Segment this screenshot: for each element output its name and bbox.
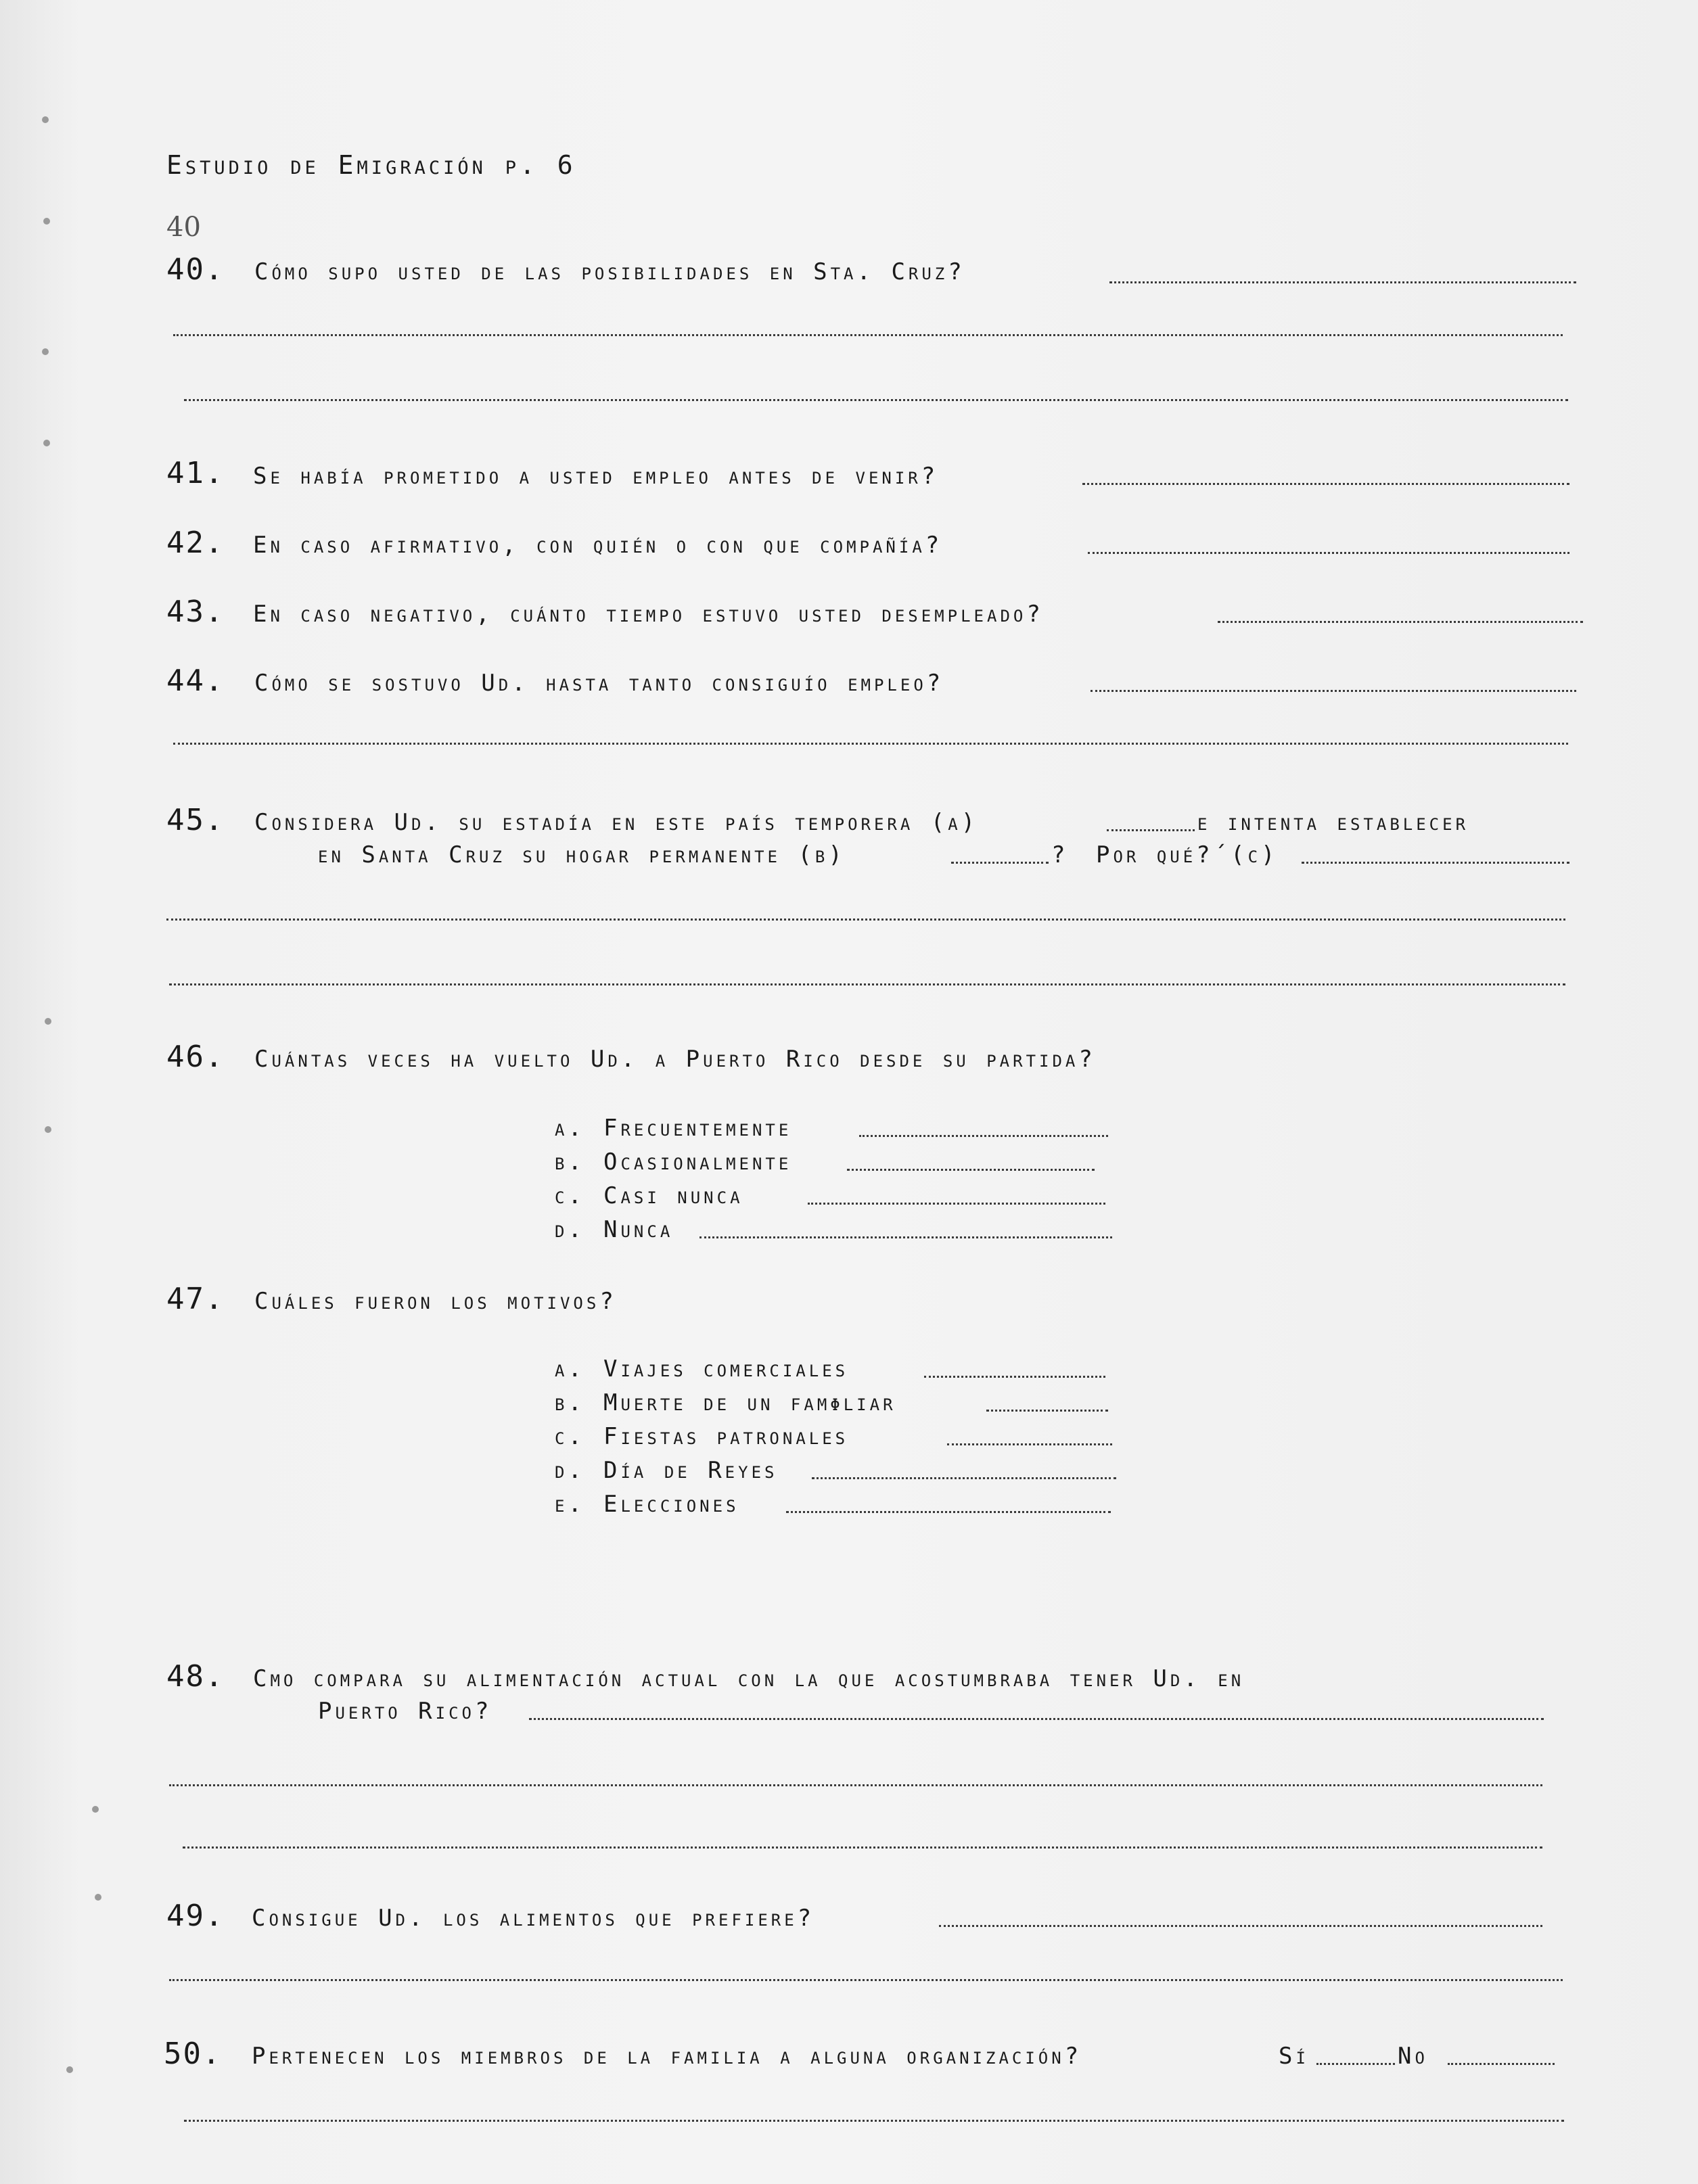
question-text: Pertenecen los miembros de la familia a alguna organización? <box>252 2043 1082 2070</box>
answer-line[interactable] <box>939 1925 1542 1927</box>
answer-line[interactable] <box>173 334 1563 336</box>
option-letter: d. <box>555 1216 585 1243</box>
option-answer-line[interactable] <box>808 1203 1105 1205</box>
handwritten-note: 40 <box>166 212 201 243</box>
answer-line[interactable] <box>529 1718 1544 1720</box>
option-label: Elecciones <box>603 1491 739 1518</box>
answer-line[interactable] <box>1218 621 1583 623</box>
answer-line[interactable] <box>1088 552 1569 554</box>
option-label: Frecuentemente <box>603 1115 792 1142</box>
option-letter: a. <box>555 1355 585 1383</box>
question-number: 46. <box>166 1040 225 1074</box>
answer-line[interactable] <box>1091 690 1576 692</box>
binder-hole <box>42 116 49 123</box>
answer-line-c[interactable] <box>1302 862 1569 864</box>
option-label: Nunca <box>603 1216 674 1243</box>
option-answer-line[interactable] <box>859 1135 1108 1137</box>
question-number: 43. <box>166 595 225 629</box>
no-label: No <box>1398 2043 1428 2070</box>
option-label: Viajes comerciales <box>603 1355 849 1383</box>
answer-line[interactable] <box>183 1846 1542 1849</box>
answer-line[interactable] <box>169 983 1565 985</box>
question-text: Puerto Rico? <box>318 1698 492 1725</box>
answer-line[interactable] <box>184 2120 1564 2122</box>
option-answer-line[interactable] <box>786 1511 1111 1513</box>
binder-hole <box>42 348 49 355</box>
question-number: 44. <box>166 664 225 698</box>
binder-hole <box>92 1806 99 1813</box>
answer-line-a[interactable] <box>1107 829 1195 831</box>
question-number: 41. <box>166 456 225 490</box>
binder-hole <box>95 1894 101 1901</box>
question-text: En caso negativo, cuánto tiempo estuvo usted desempleado? <box>253 601 1044 628</box>
question-text: Por qué?´(c) <box>1096 841 1279 868</box>
option-answer-line[interactable] <box>812 1477 1116 1479</box>
binder-hole <box>45 1126 51 1133</box>
yes-answer-line[interactable] <box>1316 2063 1395 2065</box>
option-label: Casi nunca <box>603 1182 743 1209</box>
question-text: e intenta establecer <box>1197 809 1469 836</box>
yes-label: Sí <box>1279 2043 1309 2070</box>
binder-hole <box>43 440 50 446</box>
question-number: 47. <box>166 1282 225 1316</box>
option-letter: e. <box>555 1491 585 1518</box>
question-text: Cuáles fueron los motivos? <box>254 1288 617 1315</box>
answer-line[interactable] <box>1082 483 1569 485</box>
page-title: Estudio de Emigración p. 6 <box>166 150 576 180</box>
answer-line[interactable] <box>169 1784 1542 1786</box>
option-answer-line[interactable] <box>986 1410 1108 1412</box>
option-label: Muerte de un famφliar <box>603 1389 896 1416</box>
option-letter: a. <box>555 1115 585 1142</box>
question-text: Cmo compara su alimentación actual con la que acostumbraba tener Ud. en <box>253 1665 1245 1692</box>
answer-line-b[interactable] <box>951 862 1049 864</box>
option-letter: b. <box>555 1389 585 1416</box>
question-number: 50. <box>164 2037 222 2071</box>
option-label: Día de Reyes <box>603 1457 778 1484</box>
option-label: Fiestas patronales <box>603 1423 849 1450</box>
question-text: en Santa Cruz su hogar permanente (b) <box>318 841 846 868</box>
question-number: 45. <box>166 803 225 837</box>
option-answer-line[interactable] <box>924 1376 1105 1378</box>
option-letter: c. <box>555 1423 585 1450</box>
question-text: Considera Ud. su estadía en este país temporera (a) <box>254 809 979 836</box>
no-answer-line[interactable] <box>1448 2063 1555 2065</box>
option-letter: d. <box>555 1457 585 1484</box>
question-text: Cuántas veces ha vuelto Ud. a Puerto Rico desde su partida? <box>254 1046 1096 1073</box>
answer-line[interactable] <box>166 919 1565 921</box>
question-text: En caso afirmativo, con quién o con que compañía? <box>253 532 943 559</box>
answer-line[interactable] <box>173 743 1568 745</box>
question-number: 49. <box>166 1899 225 1933</box>
question-number: 40. <box>166 252 225 287</box>
binder-hole <box>43 218 50 225</box>
answer-line[interactable] <box>1109 281 1576 283</box>
option-answer-line[interactable] <box>699 1236 1112 1238</box>
answer-line[interactable] <box>169 1979 1563 1981</box>
question-number: 42. <box>166 526 225 560</box>
question-text: Consigue Ud. los alimentos que prefiere? <box>252 1905 815 1932</box>
option-label: Ocasionalmente <box>603 1148 792 1176</box>
question-text: ? <box>1051 841 1069 868</box>
binder-hole <box>45 1018 51 1025</box>
option-answer-line[interactable] <box>847 1169 1095 1171</box>
question-text: Cómo se sostuvo Ud. hasta tanto consiguío empleo? <box>254 670 944 697</box>
question-text: Se había prometido a usted empleo antes de venir? <box>253 463 939 490</box>
option-letter: c. <box>555 1182 585 1209</box>
option-answer-line[interactable] <box>947 1443 1112 1445</box>
binder-hole <box>66 2066 73 2073</box>
option-letter: b. <box>555 1148 585 1176</box>
question-number: 48. <box>166 1659 225 1694</box>
answer-line[interactable] <box>184 399 1568 401</box>
question-text: Cómo supo usted de las posibilidades en Sta. Cruz? <box>254 258 965 285</box>
